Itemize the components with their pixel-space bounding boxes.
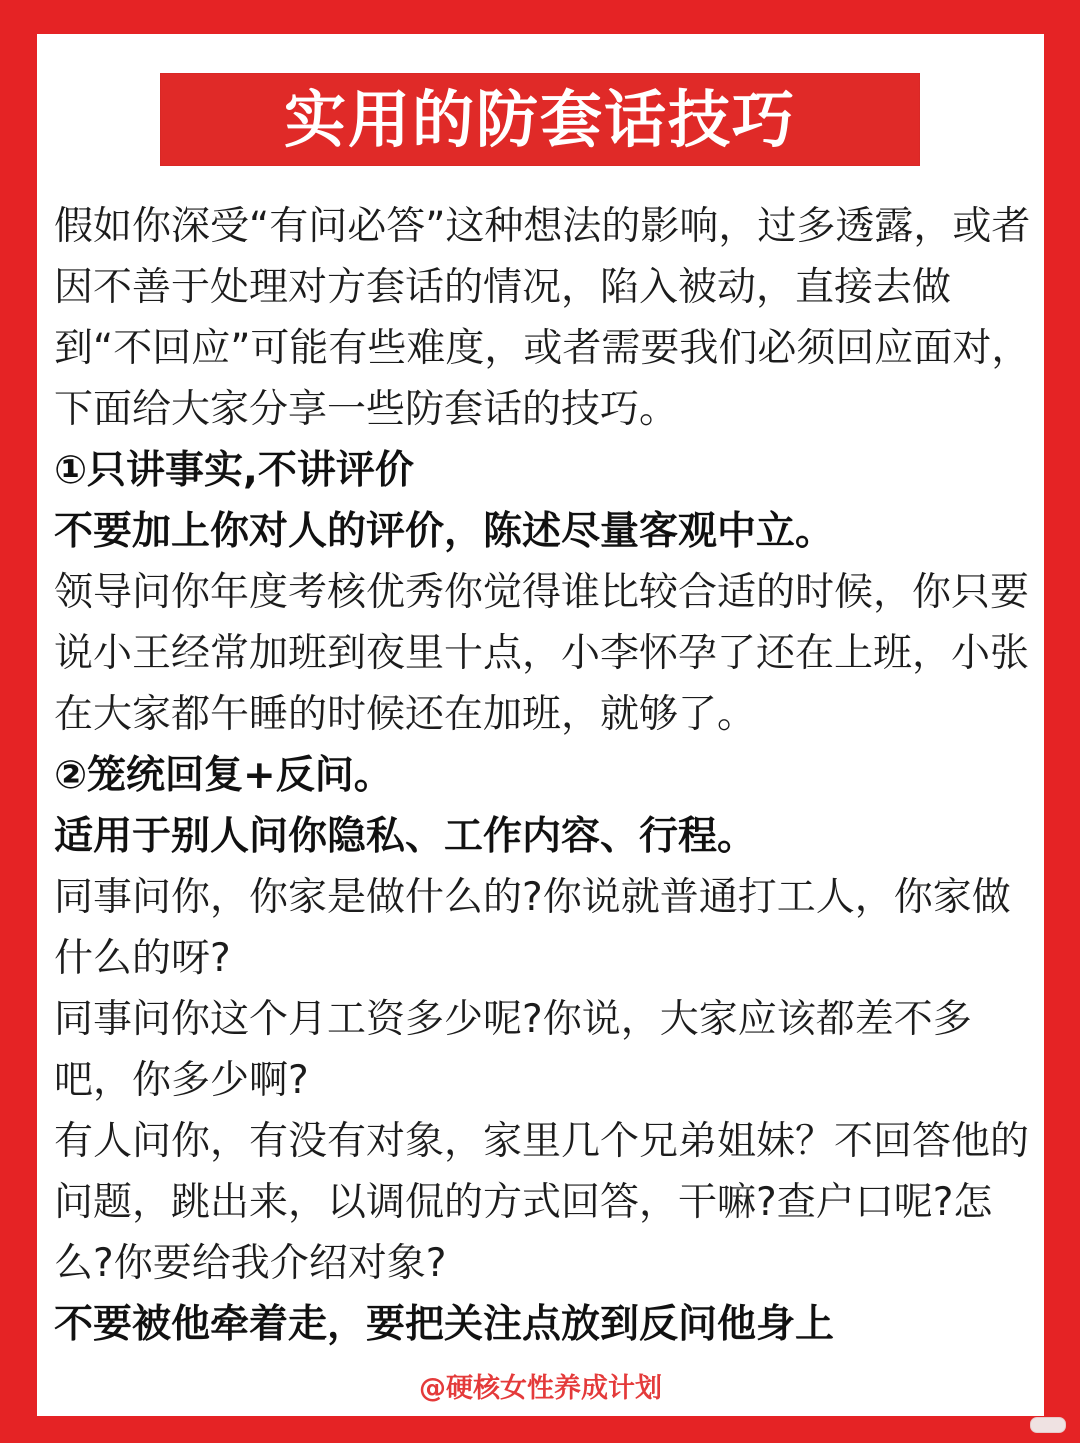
tip-2-example-1: 同事问你，你家是做什么的?你说就普通打工人，你家做什么的呀? [54, 875, 1011, 981]
tip-2-heading: ②笼统回复+反问。 [54, 753, 393, 798]
tip-1-summary: 不要加上你对人的评价，陈述尽量客观中立。 [54, 509, 835, 554]
tip-2-summary: 适用于别人问你隐私、工作内容、行程。 [54, 814, 757, 859]
intro-paragraph: 假如你深受“有问必答”这种想法的影响，过多透露，或者因不善于处理对方套话的情况，陷入被动，直接去做到“不回应”可能有些难度，或者需要我们必须回应面对，下面给大家分享一些防套话的技巧。 [54, 204, 1031, 432]
tip-2-example-3: 有人问你，有没有对象，家里几个兄弟姐妹？不回答他的问题，跳出来，以调侃的方式回答，干嘛?查户口呢?怎么?你要给我介绍对象? [54, 1119, 1030, 1286]
corner-logo-icon [1030, 1417, 1066, 1433]
tip-1-example: 领导问你年度考核优秀你觉得谁比较合适的时候，你只要说小王经常加班到夜里十点，小李怀孕了还在上班，小张在大家都午睡的时候还在加班，就够了。 [54, 570, 1030, 737]
closing-remark: 不要被他牵着走，要把关注点放到反问他身上 [54, 1302, 835, 1347]
page-title: 实用的防套话技巧 [160, 73, 920, 166]
article-body [54, 196, 1036, 1355]
tip-2-example-2: 同事问你这个月工资多少呢?你说，大家应该都差不多吧，你多少啊? [54, 997, 972, 1103]
author-watermark: @硬核女性养成计划 [419, 1373, 662, 1404]
article-card [37, 34, 1044, 1416]
tip-1-heading: ①只讲事实,不讲评价 [54, 448, 414, 493]
